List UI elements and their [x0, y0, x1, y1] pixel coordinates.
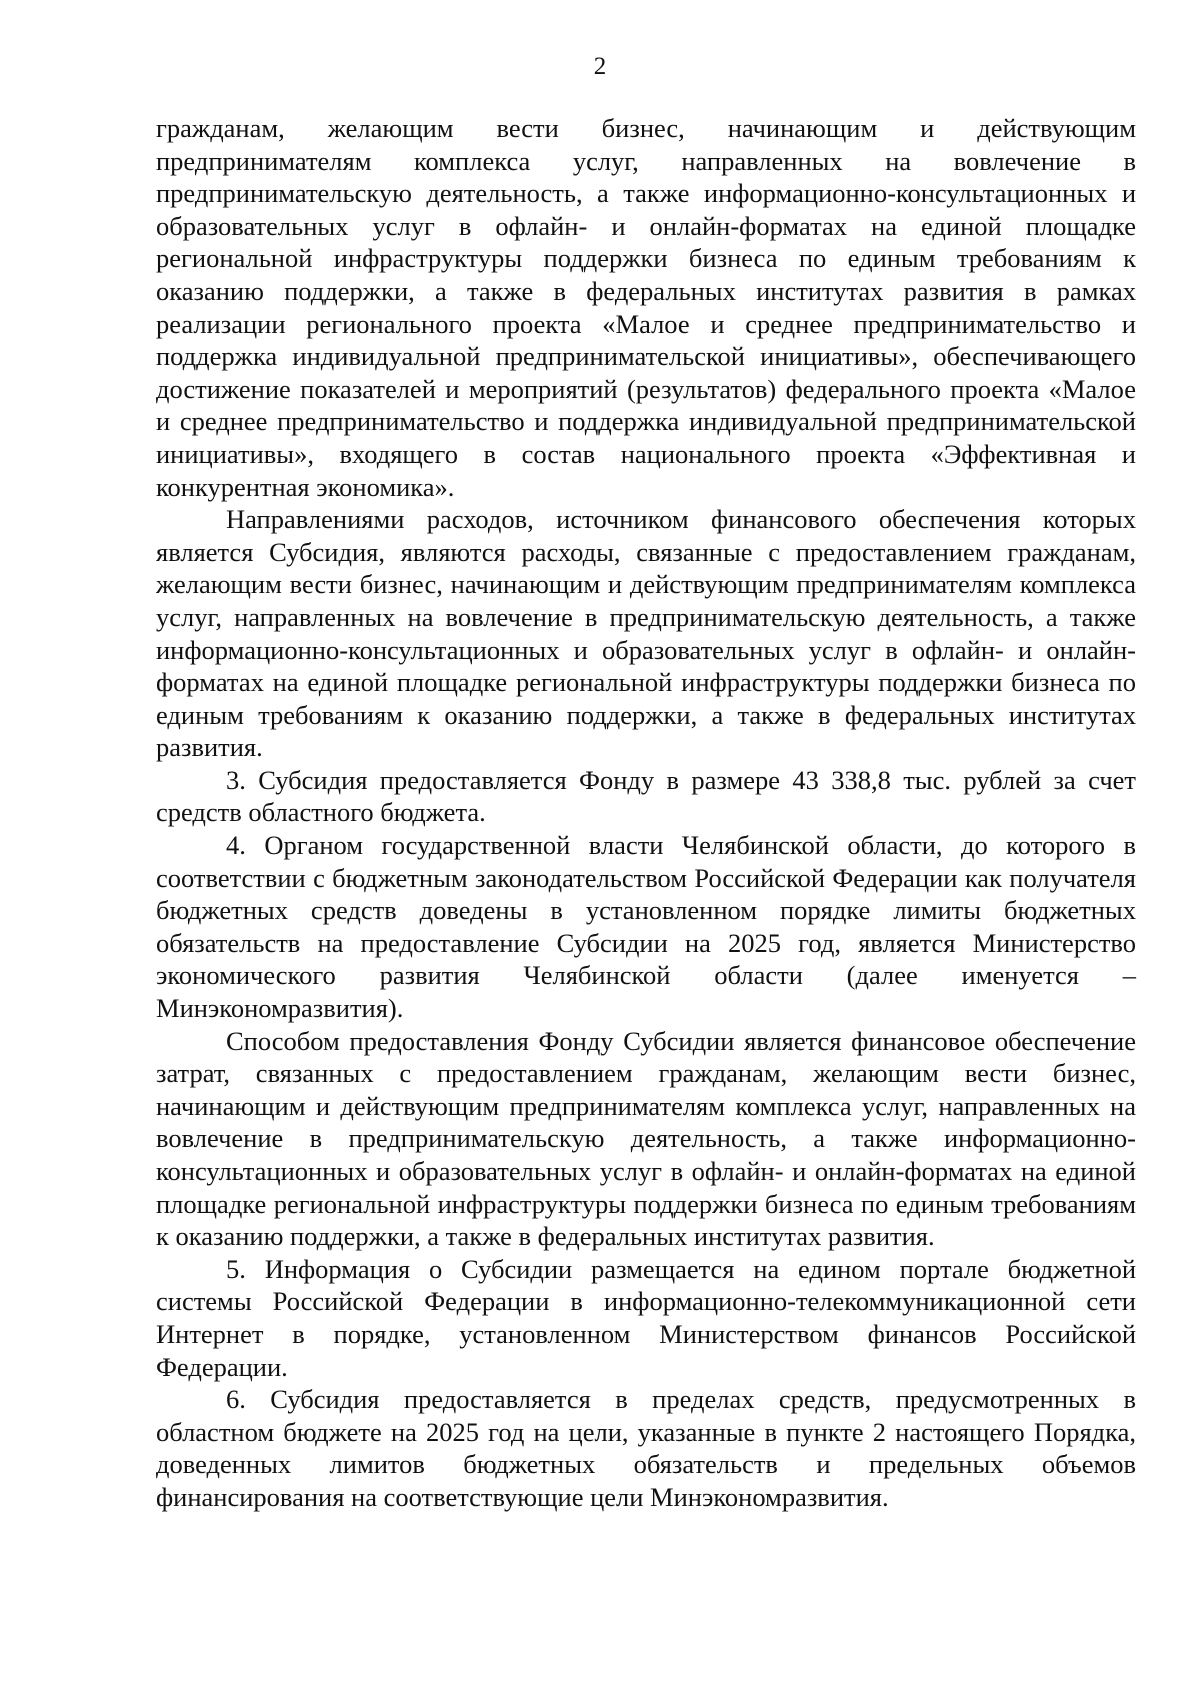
- page-number: 2: [593, 53, 607, 80]
- paragraph-item-4: 4. Органом государственной власти Челябинской области, до которого в соответствии с бюджетным законодательством Российской Федерации как получателя бюджетных средств доведены в установленном порядке лимиты бюджетных обязательств на предоставление Субсидии на 2025 год, является Министерство экономического развития Челябинской области (далее именуется – Минэкономразвития).: [156, 830, 1136, 1024]
- document-body: [156, 112, 1136, 1514]
- paragraph-continuation: гражданам, желающим вести бизнес, начинающим и действующим предпринимателям комплекса услуг, направленных на вовлечение в предпринимательскую деятельность, а также информационно-консультационных и образовательных услуг в офлайн- и онлайн-форматах на единой площадке региональной инфраструктуры поддержки бизнеса по единым требованиям к оказанию поддержки, а также в федеральных институтах развития в рамках реализации регионального проекта «Малое и среднее предпринимательство и поддержка индивидуальной предпринимательской инициативы», обеспечивающего достижение показателей и мероприятий (результатов) федерального проекта «Малое и среднее предпринимательство и поддержка индивидуальной предпринимательской инициативы», входящего в состав национального проекта «Эффективная и конкурентная экономика».: [156, 113, 1136, 502]
- paragraph-method: Способом предоставления Фонду Субсидии является финансовое обеспечение затрат, связанных с предоставлением гражданам, желающим вести бизнес, начинающим и действующим предпринимателям комплекса услуг, направленных на вовлечение в предпринимательскую деятельность, а также информационно-консультационных и образовательных услуг в офлайн- и онлайн-форматах на единой площадке региональной инфраструктуры поддержки бизнеса по единым требованиям к оказанию поддержки, а также в федеральных институтах развития.: [156, 1025, 1136, 1252]
- paragraph-item-6: 6. Субсидия предоставляется в пределах средств, предусмотренных в областном бюджете на 2025 год на цели, указанные в пункте 2 настоящего Порядка, доведенных лимитов бюджетных обязательств и предельных объемов финансирования на соответствующие цели Минэкономразвития.: [156, 1384, 1136, 1512]
- paragraph-expense-directions: Направлениями расходов, источником финансового обеспечения которых является Субсидия, являются расходы, связанные с предоставлением гражданам, желающим вести бизнес, начинающим и действующим предпринимателям комплекса услуг, направленных на вовлечение в предпринимательскую деятельность, а также информационно-консультационных и образовательных услуг в офлайн- и онлайн-форматах на единой площадке региональной инфраструктуры поддержки бизнеса по единым требованиям к оказанию поддержки, а также в федеральных институтах развития.: [156, 504, 1136, 763]
- paragraph-item-5: 5. Информация о Субсидии размещается на едином портале бюджетной системы Российской Федерации в информационно-телекоммуникационной сети Интернет в порядке, установленном Министерством финансов Российской Федерации.: [156, 1253, 1136, 1382]
- paragraph-item-3: 3. Субсидия предоставляется Фонду в размере 43 338,8 тыс. рублей за счет средств областного бюджета.: [156, 764, 1136, 828]
